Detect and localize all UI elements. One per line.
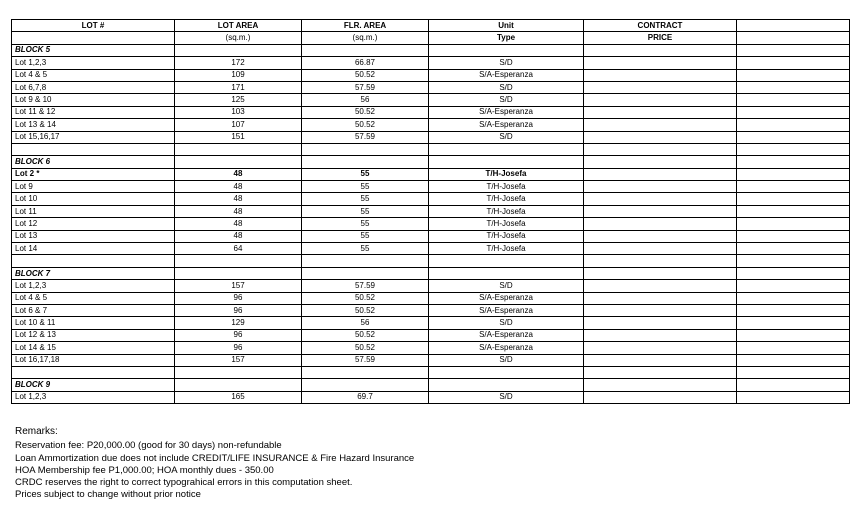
- contract-price-cell: [584, 94, 737, 106]
- extra-cell: [737, 391, 850, 403]
- unit-type-cell: S/A-Esperanza: [429, 119, 584, 131]
- remarks-title: Remarks:: [15, 426, 58, 437]
- lot-area-cell: 48: [175, 193, 302, 205]
- empty-cell: [429, 44, 584, 56]
- flr-area-cell: 55: [302, 230, 429, 242]
- lot-area-cell: 48: [175, 218, 302, 230]
- flr-area-unit: (sq.m.): [302, 32, 429, 44]
- empty-cell: [584, 366, 737, 378]
- extra-subheader: [737, 32, 850, 44]
- lot-area-cell: 96: [175, 304, 302, 316]
- table-row: [12, 354, 850, 366]
- unit-type-cell: S/A-Esperanza: [429, 69, 584, 81]
- extra-cell: [737, 168, 850, 180]
- empty-cell: [737, 366, 850, 378]
- flr-area-cell: 50.52: [302, 119, 429, 131]
- contract-price-cell: [584, 205, 737, 217]
- lot-header: LOT #: [12, 20, 175, 32]
- lot-cell: Lot 14 & 15: [12, 342, 175, 354]
- extra-cell: [737, 280, 850, 292]
- extra-cell: [737, 292, 850, 304]
- empty-cell: [584, 143, 737, 155]
- extra-cell: [737, 243, 850, 255]
- empty-cell: [429, 255, 584, 267]
- lot-area-cell: 48: [175, 230, 302, 242]
- flr-area-cell: 57.59: [302, 280, 429, 292]
- lot-area-cell: 48: [175, 168, 302, 180]
- empty-cell: [302, 255, 429, 267]
- unit-type-cell: S/D: [429, 391, 584, 403]
- empty-cell: [737, 156, 850, 168]
- contract-price-cell: [584, 168, 737, 180]
- unit-type-cell: T/H-Josefa: [429, 243, 584, 255]
- empty-cell: [302, 366, 429, 378]
- lot-area-cell: 165: [175, 391, 302, 403]
- lot-cell: Lot 6 & 7: [12, 304, 175, 316]
- table-row: [12, 69, 850, 81]
- table-row: [12, 119, 850, 131]
- empty-cell: [737, 44, 850, 56]
- unit-type-cell: S/A-Esperanza: [429, 304, 584, 316]
- lot-cell: Lot 10 & 11: [12, 317, 175, 329]
- empty-cell: [175, 366, 302, 378]
- table-row: [12, 230, 850, 242]
- unit-type-cell: T/H-Josefa: [429, 230, 584, 242]
- unit-type-cell: S/D: [429, 57, 584, 69]
- table-row: [12, 280, 850, 292]
- block-header-row: [12, 156, 850, 168]
- extra-cell: [737, 94, 850, 106]
- lot-area-unit: (sq.m.): [175, 32, 302, 44]
- table-row: [12, 168, 850, 180]
- flr-area-cell: 50.52: [302, 69, 429, 81]
- lot-cell: Lot 12 & 13: [12, 329, 175, 341]
- unit-type-cell: S/D: [429, 81, 584, 93]
- flr-area-cell: 50.52: [302, 304, 429, 316]
- lot-area-cell: 48: [175, 205, 302, 217]
- header-subrow: [12, 32, 850, 44]
- flr-area-cell: 55: [302, 193, 429, 205]
- empty-cell: [175, 44, 302, 56]
- block-label: BLOCK 9: [12, 379, 175, 391]
- contract-price-cell: [584, 57, 737, 69]
- spacer-row: [12, 366, 850, 378]
- remarks-line: Prices subject to change without prior notice: [15, 489, 201, 501]
- empty-cell: [737, 267, 850, 279]
- empty-cell: [584, 156, 737, 168]
- contract-price-cell: [584, 193, 737, 205]
- lot-area-cell: 157: [175, 354, 302, 366]
- contract-header: CONTRACT: [584, 20, 737, 32]
- block-label: BLOCK 7: [12, 267, 175, 279]
- empty-cell: [12, 366, 175, 378]
- table-row: [12, 243, 850, 255]
- contract-price-cell: [584, 218, 737, 230]
- lot-area-cell: 125: [175, 94, 302, 106]
- empty-cell: [302, 44, 429, 56]
- lot-area-header: LOT AREA: [175, 20, 302, 32]
- extra-cell: [737, 181, 850, 193]
- contract-price-cell: [584, 292, 737, 304]
- contract-price-cell: [584, 317, 737, 329]
- unit-type-cell: S/D: [429, 354, 584, 366]
- contract-price-cell: [584, 81, 737, 93]
- flr-area-cell: 57.59: [302, 131, 429, 143]
- lot-cell: Lot 9: [12, 181, 175, 193]
- unit-type-cell: T/H-Josefa: [429, 168, 584, 180]
- empty-cell: [12, 143, 175, 155]
- lot-area-cell: 129: [175, 317, 302, 329]
- lot-area-cell: 109: [175, 69, 302, 81]
- extra-cell: [737, 304, 850, 316]
- empty-cell: [175, 156, 302, 168]
- lot-cell: Lot 13: [12, 230, 175, 242]
- table-row: [12, 218, 850, 230]
- empty-cell: [737, 255, 850, 267]
- remarks-section: [15, 426, 414, 502]
- spacer-row: [12, 143, 850, 155]
- contract-price-cell: [584, 131, 737, 143]
- extra-cell: [737, 354, 850, 366]
- flr-area-cell: 69.7: [302, 391, 429, 403]
- unit-type-header: Type: [429, 32, 584, 44]
- table-row: [12, 193, 850, 205]
- contract-price-cell: [584, 119, 737, 131]
- lot-area-cell: 103: [175, 106, 302, 118]
- lot-area-cell: 96: [175, 342, 302, 354]
- contract-price-cell: [584, 304, 737, 316]
- empty-cell: [584, 379, 737, 391]
- table-row: [12, 81, 850, 93]
- contract-price-cell: [584, 181, 737, 193]
- unit-type-cell: S/A-Esperanza: [429, 292, 584, 304]
- lot-cell: Lot 10: [12, 193, 175, 205]
- unit-header: Unit: [429, 20, 584, 32]
- unit-type-cell: S/A-Esperanza: [429, 342, 584, 354]
- extra-cell: [737, 193, 850, 205]
- lot-area-cell: 64: [175, 243, 302, 255]
- flr-area-cell: 50.52: [302, 342, 429, 354]
- lot-cell: Lot 1,2,3: [12, 391, 175, 403]
- empty-cell: [429, 366, 584, 378]
- unit-type-cell: T/H-Josefa: [429, 181, 584, 193]
- empty-cell: [302, 156, 429, 168]
- lot-cell: Lot 14: [12, 243, 175, 255]
- empty-cell: [737, 379, 850, 391]
- table-row: [12, 292, 850, 304]
- contract-price-cell: [584, 354, 737, 366]
- flr-area-cell: 55: [302, 243, 429, 255]
- contract-price-cell: [584, 280, 737, 292]
- empty-cell: [175, 267, 302, 279]
- empty-cell: [429, 267, 584, 279]
- remarks-line: CRDC reserves the right to correct typograhical errors in this computation sheet.: [15, 477, 353, 489]
- lot-cell: Lot 11 & 12: [12, 106, 175, 118]
- extra-cell: [737, 218, 850, 230]
- table-row: [12, 205, 850, 217]
- extra-header: [737, 20, 850, 32]
- contract-price-header: PRICE: [584, 32, 737, 44]
- flr-area-cell: 56: [302, 94, 429, 106]
- block-label: BLOCK 6: [12, 156, 175, 168]
- flr-area-cell: 50.52: [302, 329, 429, 341]
- extra-cell: [737, 81, 850, 93]
- flr-area-cell: 55: [302, 168, 429, 180]
- price-list-table: [11, 19, 850, 404]
- flr-area-cell: 57.59: [302, 354, 429, 366]
- lot-cell: Lot 9 & 10: [12, 94, 175, 106]
- empty-cell: [584, 267, 737, 279]
- extra-cell: [737, 205, 850, 217]
- extra-cell: [737, 57, 850, 69]
- flr-area-header: FLR. AREA: [302, 20, 429, 32]
- lot-area-cell: 172: [175, 57, 302, 69]
- empty-cell: [302, 143, 429, 155]
- lot-area-cell: 151: [175, 131, 302, 143]
- extra-cell: [737, 69, 850, 81]
- flr-area-cell: 55: [302, 181, 429, 193]
- table-row: [12, 106, 850, 118]
- unit-type-cell: S/A-Esperanza: [429, 106, 584, 118]
- flr-area-cell: 66.87: [302, 57, 429, 69]
- contract-price-cell: [584, 106, 737, 118]
- table-row: [12, 329, 850, 341]
- flr-area-cell: 55: [302, 218, 429, 230]
- table-row: [12, 317, 850, 329]
- table-row: [12, 131, 850, 143]
- unit-type-cell: S/D: [429, 280, 584, 292]
- block-header-row: [12, 267, 850, 279]
- contract-price-cell: [584, 69, 737, 81]
- block-header-row: [12, 379, 850, 391]
- lot-area-cell: 157: [175, 280, 302, 292]
- spacer-row: [12, 255, 850, 267]
- lot-cell: Lot 4 & 5: [12, 292, 175, 304]
- contract-price-cell: [584, 391, 737, 403]
- lot-area-cell: 96: [175, 329, 302, 341]
- table-row: [12, 181, 850, 193]
- lot-cell: Lot 2 *: [12, 168, 175, 180]
- extra-cell: [737, 317, 850, 329]
- lot-cell: Lot 15,16,17: [12, 131, 175, 143]
- unit-type-cell: T/H-Josefa: [429, 205, 584, 217]
- remarks-line: Reservation fee: P20,000.00 (good for 30 days) non-refundable: [15, 440, 282, 452]
- flr-area-cell: 57.59: [302, 81, 429, 93]
- lot-area-cell: 48: [175, 181, 302, 193]
- table-row: [12, 304, 850, 316]
- empty-cell: [12, 255, 175, 267]
- extra-cell: [737, 342, 850, 354]
- extra-cell: [737, 230, 850, 242]
- empty-cell: [302, 267, 429, 279]
- flr-area-cell: 55: [302, 205, 429, 217]
- empty-cell: [429, 156, 584, 168]
- table-row: [12, 342, 850, 354]
- flr-area-cell: 50.52: [302, 106, 429, 118]
- flr-area-cell: 56: [302, 317, 429, 329]
- unit-type-cell: S/A-Esperanza: [429, 329, 584, 341]
- lot-area-cell: 96: [175, 292, 302, 304]
- block-header-row: [12, 44, 850, 56]
- empty-cell: [429, 143, 584, 155]
- extra-cell: [737, 131, 850, 143]
- table-row: [12, 57, 850, 69]
- unit-type-cell: S/D: [429, 131, 584, 143]
- contract-price-cell: [584, 329, 737, 341]
- contract-price-cell: [584, 230, 737, 242]
- table-row: [12, 391, 850, 403]
- header-row: [12, 20, 850, 32]
- lot-subheader: [12, 32, 175, 44]
- remarks-line: HOA Membership fee P1,000.00; HOA monthly dues - 350.00: [15, 464, 274, 476]
- contract-price-cell: [584, 342, 737, 354]
- unit-type-cell: T/H-Josefa: [429, 193, 584, 205]
- lot-area-cell: 107: [175, 119, 302, 131]
- table-row: [12, 94, 850, 106]
- contract-price-cell: [584, 243, 737, 255]
- extra-cell: [737, 106, 850, 118]
- empty-cell: [175, 255, 302, 267]
- extra-cell: [737, 329, 850, 341]
- lot-area-cell: 171: [175, 81, 302, 93]
- flr-area-cell: 50.52: [302, 292, 429, 304]
- lot-cell: Lot 4 & 5: [12, 69, 175, 81]
- empty-cell: [584, 255, 737, 267]
- lot-cell: Lot 12: [12, 218, 175, 230]
- unit-type-cell: S/D: [429, 317, 584, 329]
- table-body: [12, 44, 850, 403]
- unit-type-cell: S/D: [429, 94, 584, 106]
- unit-type-cell: T/H-Josefa: [429, 218, 584, 230]
- lot-cell: Lot 16,17,18: [12, 354, 175, 366]
- empty-cell: [737, 143, 850, 155]
- empty-cell: [584, 44, 737, 56]
- lot-cell: Lot 1,2,3: [12, 57, 175, 69]
- empty-cell: [429, 379, 584, 391]
- lot-cell: Lot 1,2,3: [12, 280, 175, 292]
- remarks-line: Loan Ammortization due does not include CREDIT/LIFE INSURANCE & Fire Hazard Insurance: [15, 452, 415, 464]
- empty-cell: [175, 143, 302, 155]
- block-label: BLOCK 5: [12, 44, 175, 56]
- lot-cell: Lot 6,7,8: [12, 81, 175, 93]
- empty-cell: [302, 379, 429, 391]
- empty-cell: [175, 379, 302, 391]
- lot-cell: Lot 13 & 14: [12, 119, 175, 131]
- lot-cell: Lot 11: [12, 205, 175, 217]
- extra-cell: [737, 119, 850, 131]
